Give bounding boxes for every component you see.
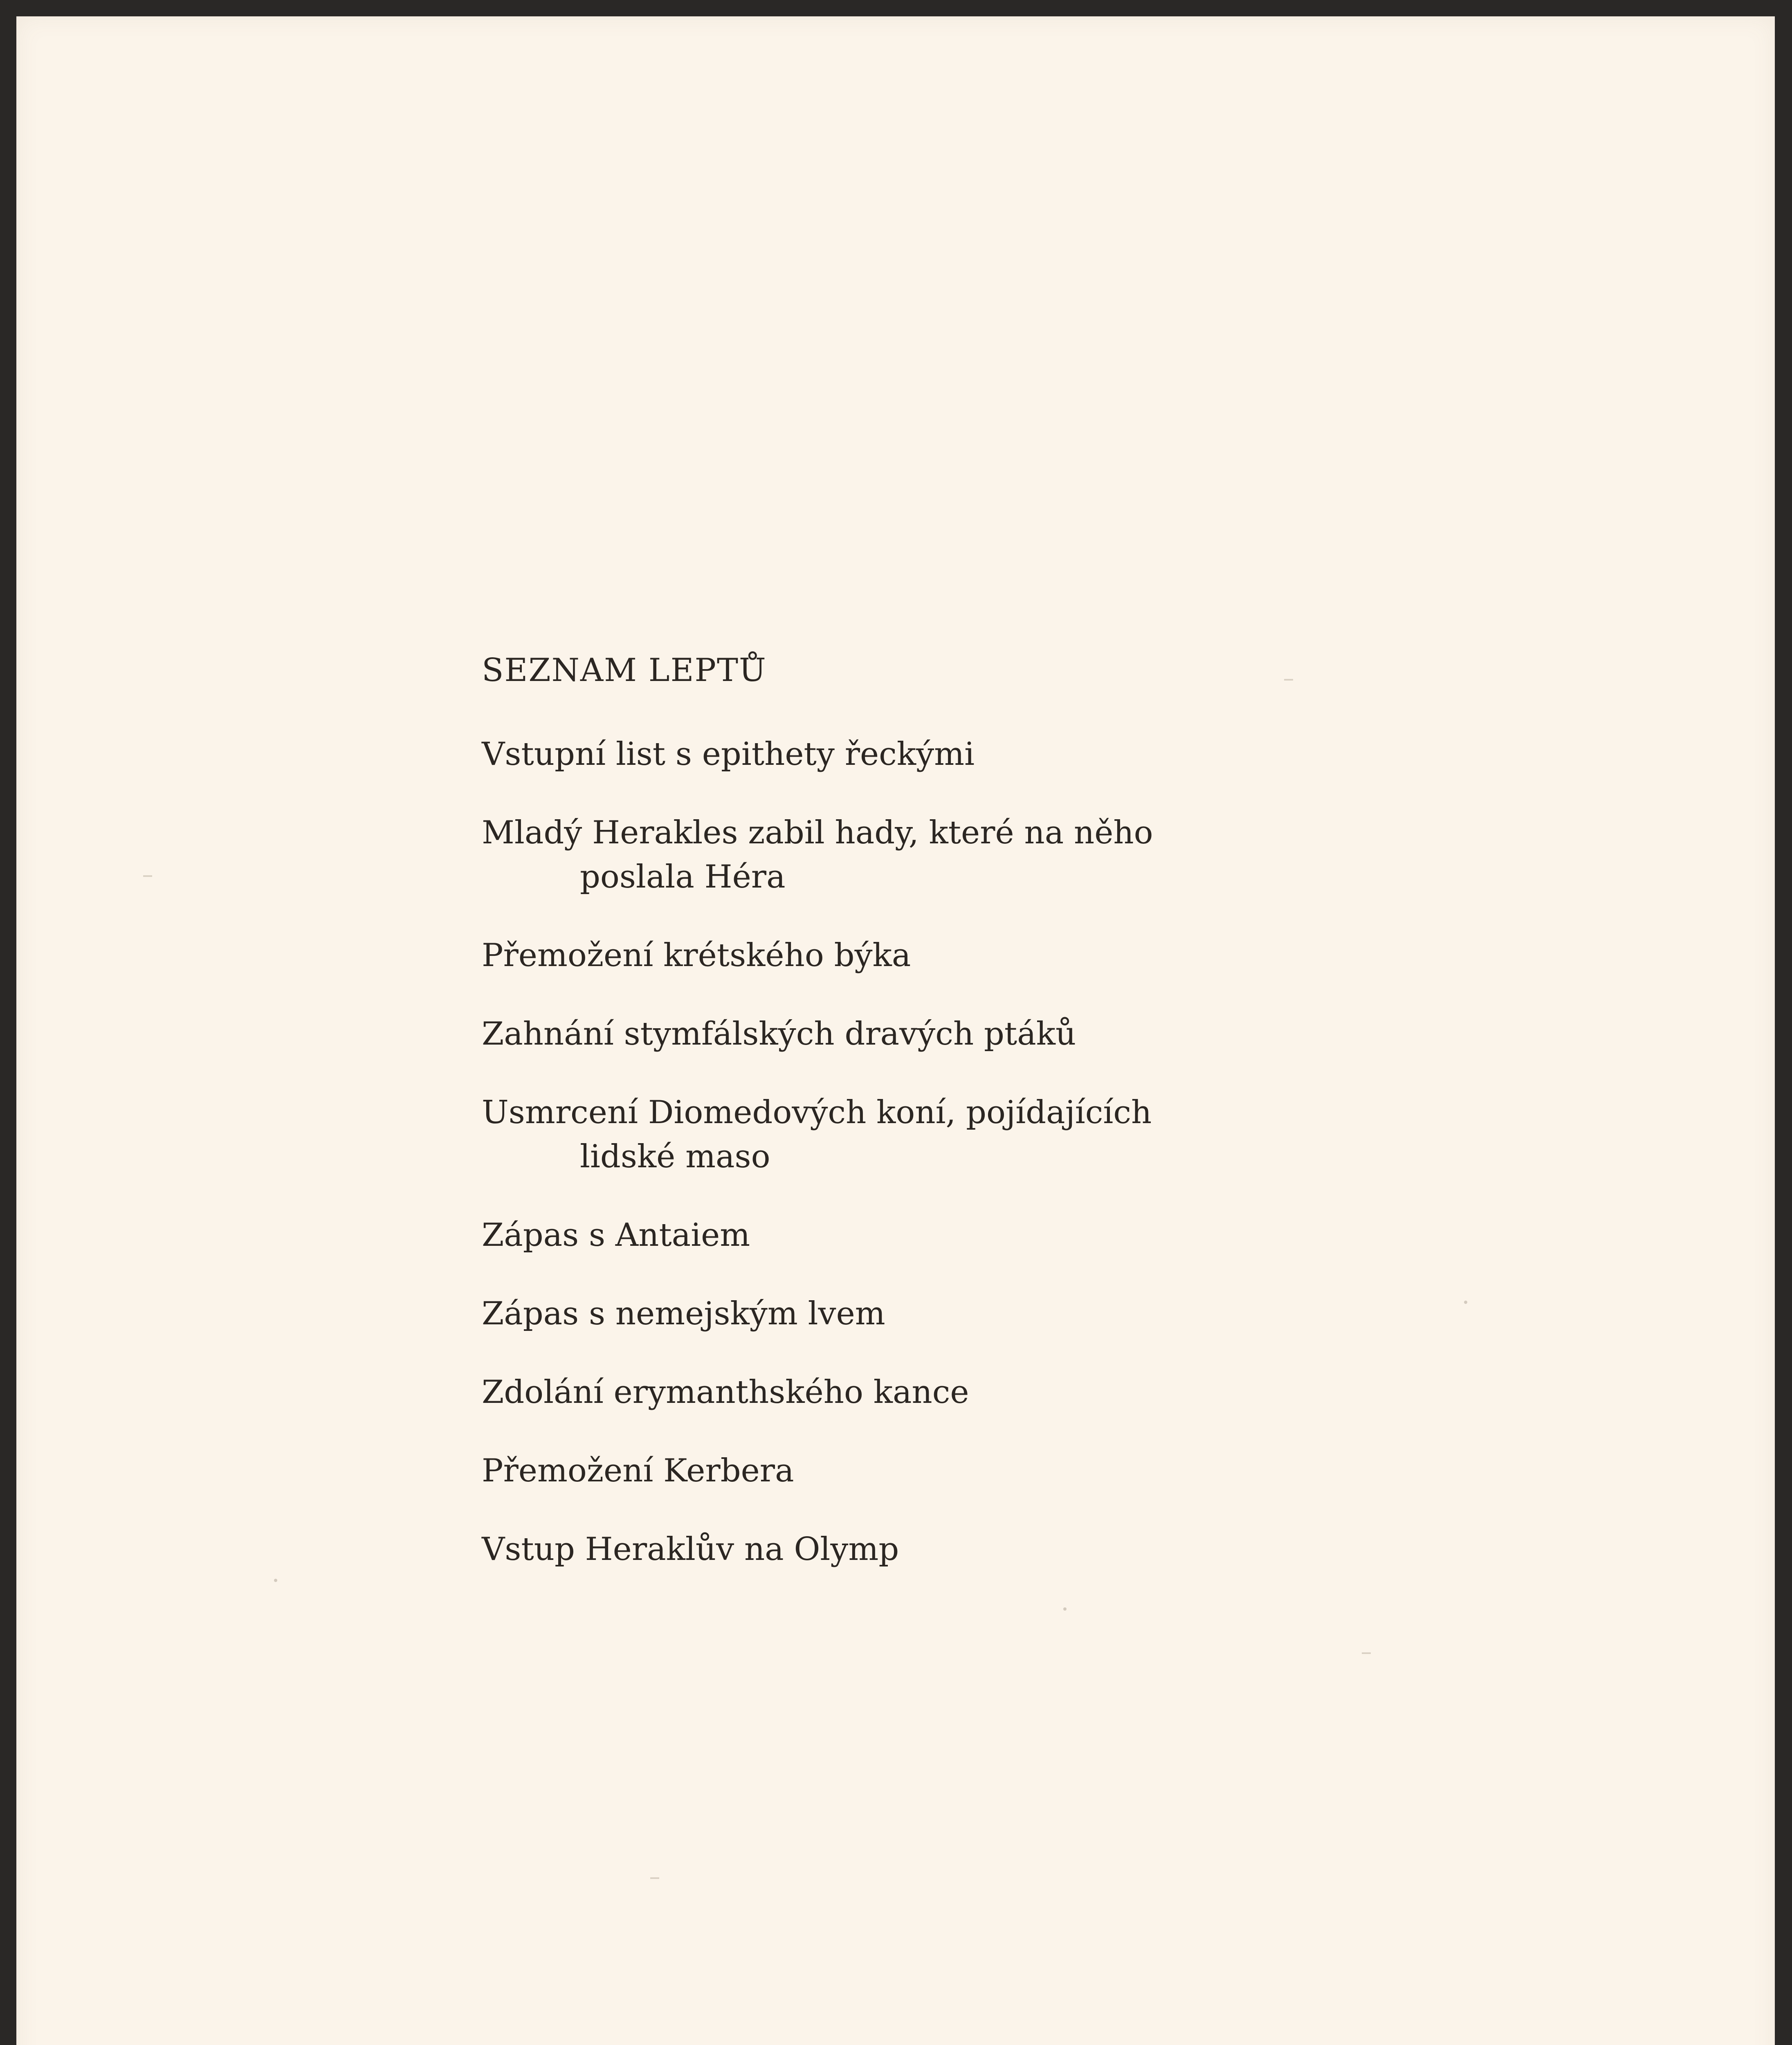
list-item: [482, 732, 1407, 776]
list-item: [482, 1213, 1407, 1257]
list-item: [482, 811, 1407, 899]
list-item: [482, 1370, 1407, 1414]
paper-mark: [143, 875, 152, 877]
entry-continuation: poslala Héra: [580, 858, 786, 895]
entry-text: Vstupní list s epithety řeckými: [482, 736, 975, 773]
list-item: [482, 933, 1407, 978]
entry-text: Mladý Herakles zabil hady, které na něho: [482, 814, 1153, 851]
entry-text: Zápas s Antaiem: [482, 1217, 750, 1254]
paper-speck: [1464, 1301, 1467, 1304]
entry-text: Zahnání stymfálských dravých ptáků: [482, 1016, 1076, 1052]
entry-continuation: lidské maso: [580, 1138, 770, 1175]
list-of-etchings: [466, 654, 1407, 1606]
etching-list: [466, 732, 1407, 1571]
paper-sheet: [16, 16, 1775, 2045]
list-item: [482, 1527, 1407, 1571]
page-title: SEZNAM LEPTŮ: [482, 652, 767, 689]
entry-text: Usmrcení Diomedových koní, pojídajících: [482, 1094, 1152, 1131]
list-item: [482, 1012, 1407, 1056]
entry-text: Zápas s nemejským lvem: [482, 1295, 885, 1332]
entry-text: Zdolání erymanthského kance: [482, 1374, 969, 1411]
paper-speck: [1063, 1607, 1067, 1611]
entry-text: Přemožení Kerbera: [482, 1452, 794, 1489]
list-item: [482, 1449, 1407, 1493]
list-item: [482, 1090, 1407, 1179]
entry-text: Vstup Heraklův na Olymp: [482, 1531, 899, 1568]
paper-mark: [650, 1877, 659, 1879]
paper-speck: [274, 1579, 277, 1582]
paper-mark: [1362, 1652, 1371, 1654]
list-item: [482, 1292, 1407, 1336]
entry-text: Přemožení krétského býka: [482, 937, 911, 974]
